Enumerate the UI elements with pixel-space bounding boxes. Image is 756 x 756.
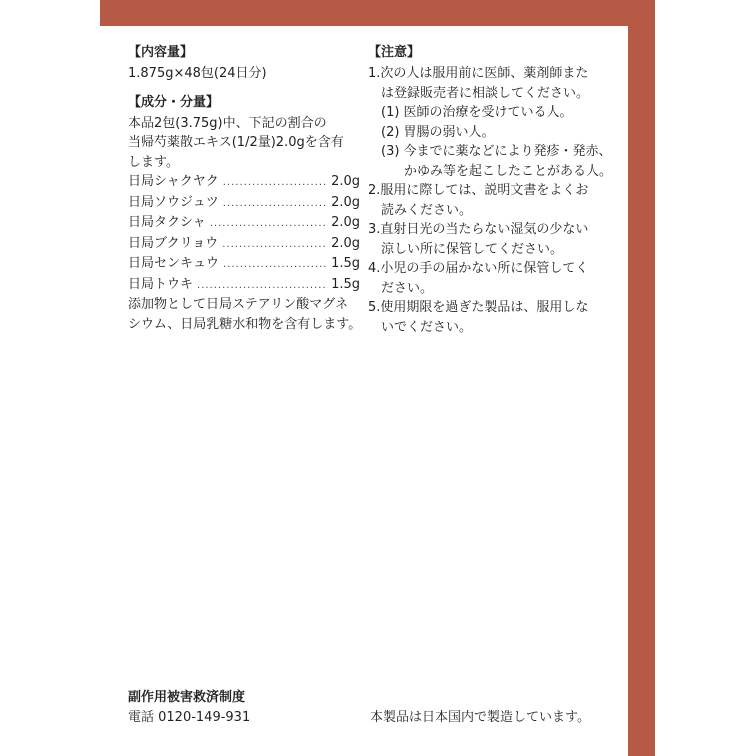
- ingredient-name: 日局シャクヤク: [128, 174, 219, 189]
- caution-item-1-line: は登録販売者に相談してください。: [381, 85, 590, 101]
- caution-sub-item-2: (2) 胃腸の弱い人。: [381, 124, 495, 140]
- ingredient-row: [128, 275, 360, 296]
- additives-line: 添加物として日局ステアリン酸マグネ: [128, 297, 349, 312]
- caution-item-2-line: 2.服用に際しては、説明文書をよくお: [368, 183, 589, 198]
- leader-dots: [222, 235, 327, 255]
- right-accent-band: [628, 0, 655, 756]
- caution-item-4-line: 4.小児の手の届かない所に保管してく: [368, 261, 589, 276]
- caution-sub-item-3: かゆみ等を起こしたことがある人。: [404, 163, 613, 179]
- left-column: [128, 44, 360, 334]
- leader-dots: [223, 194, 327, 214]
- ingredient-row: [128, 213, 360, 234]
- caution-item-4-line: ださい。: [381, 280, 434, 296]
- caution-sub-item-1: (1) 医師の治療を受けている人。: [381, 105, 573, 120]
- ingredient-amount: 2.0g: [331, 174, 360, 189]
- caution-item-3-line: 3.直射日光の当たらない湿気の少ない: [368, 222, 589, 237]
- additives-line: シウム、日局乳糖水和物を含有します。: [128, 316, 362, 332]
- contents-heading: 【内容量】: [128, 45, 194, 60]
- leader-dots: [223, 173, 327, 193]
- ingredient-amount: 2.0g: [331, 215, 360, 230]
- caution-item-3-line: 涼しい所に保管してください。: [381, 241, 564, 257]
- ingredients-heading: 【成分・分量】: [128, 94, 220, 110]
- ingredients-intro-line: 本品2包(3.75g)中、下記の割合の: [128, 115, 327, 131]
- top-accent-band: [100, 0, 655, 26]
- leader-dots: [210, 214, 327, 234]
- caution-item-5-line: 5.使用期限を過ぎた製品は、服用しな: [368, 300, 589, 315]
- ingredient-name: 日局センキュウ: [128, 256, 220, 271]
- ingredients-intro-line: します。: [128, 154, 179, 170]
- ingredient-amount: 2.0g: [331, 194, 360, 210]
- caution-sub-item-3: (3) 今までに薬などにより発疹・発赤、: [381, 144, 612, 159]
- caution-item-2-line: 読みください。: [381, 202, 473, 218]
- contents-value: 1.875g×48包(24日分): [128, 66, 267, 81]
- relief-system-heading: 副作用被害救済制度: [128, 690, 246, 705]
- relief-system-block: [128, 688, 368, 728]
- ingredient-name: 日局タクシャ: [128, 215, 206, 230]
- ingredient-amount: 1.5g: [331, 276, 360, 292]
- ingredient-amount: 1.5g: [331, 256, 360, 271]
- ingredient-amount: 2.0g: [331, 235, 360, 251]
- ingredient-row: [128, 172, 360, 193]
- caution-item-5-line: いでください。: [381, 319, 473, 335]
- caution-item-1-line: 1.次の人は服用前に医師、薬剤師また: [368, 66, 589, 81]
- ingredient-row: [128, 193, 360, 214]
- ingredient-name: 日局ソウジュツ: [128, 194, 219, 210]
- leader-dots: [223, 255, 327, 275]
- right-column: [368, 44, 623, 337]
- leader-dots: [197, 276, 327, 296]
- ingredients-intro-line: 当帰芍薬散エキス(1/2量)2.0gを含有: [128, 135, 344, 150]
- ingredient-row: [128, 234, 360, 255]
- ingredient-row: [128, 254, 360, 275]
- caution-heading: 【注意】: [368, 45, 421, 60]
- phone-number: 電話 0120-149-931: [128, 710, 251, 725]
- made-in-japan-note: 本製品は日本国内で製造しています。: [370, 710, 590, 725]
- ingredient-name: 日局トウキ: [128, 276, 194, 292]
- ingredient-name: 日局ブクリョウ: [128, 235, 219, 251]
